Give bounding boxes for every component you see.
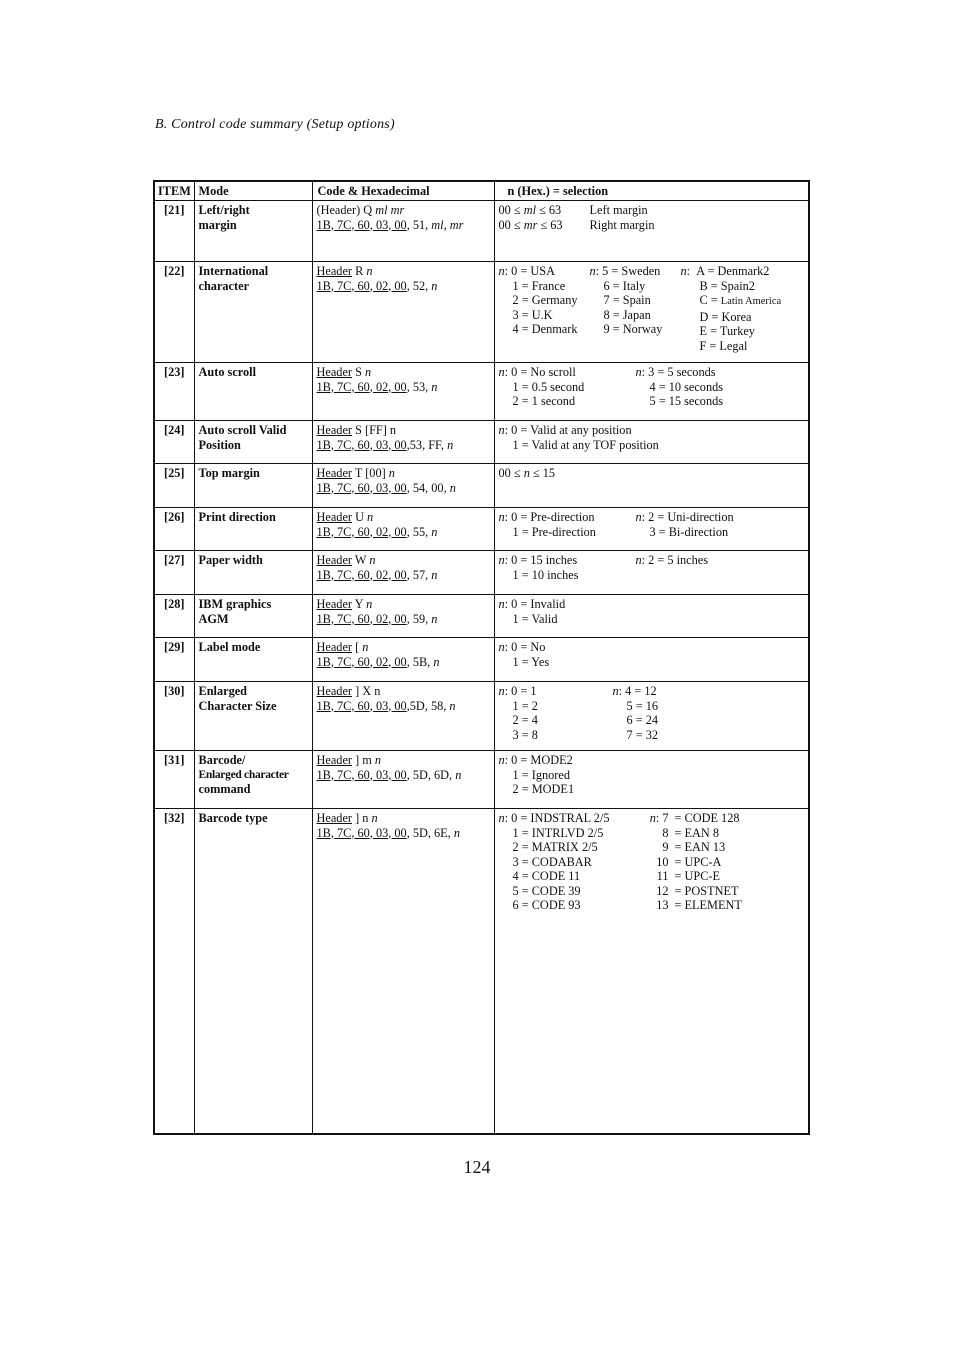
mode-name	[194, 464, 312, 508]
table-row	[154, 595, 809, 638]
mode-line: Auto scroll Valid	[198, 423, 287, 437]
n-label: n	[498, 264, 505, 278]
hex-sequence: 1B, 7C, 60, 03, 00,	[316, 698, 410, 713]
selection-text: 10	[656, 854, 669, 869]
code-text: ] X n	[352, 684, 381, 698]
mode-name	[194, 201, 312, 262]
selection-text: 7	[662, 811, 669, 825]
mode-name	[194, 638, 312, 682]
n-colon: :	[686, 264, 694, 278]
mode-line: Enlarged character	[198, 768, 289, 781]
n-colon: :	[641, 365, 649, 379]
mode-line: Paper width	[198, 553, 263, 567]
page-number: 124	[463, 1157, 491, 1177]
selection-text: 2 = 5 inches	[648, 553, 709, 567]
table-row	[154, 508, 809, 551]
n-label: n	[498, 753, 505, 767]
item-number: [32]	[154, 809, 194, 1135]
selection-text: = EAN 8	[674, 825, 720, 840]
table-row	[154, 809, 809, 1135]
selection-text: 4 = Denmark	[512, 322, 578, 336]
column-header-selection: n (Hex.) = selection	[494, 181, 809, 201]
selection-text: B = Spain2	[699, 278, 755, 293]
selection-text: 5 = 16	[626, 698, 659, 713]
n-colon: :	[641, 510, 649, 524]
selection-text: = UPC-E	[674, 869, 721, 883]
n-colon: :	[504, 684, 512, 698]
hex-sequence: 1B, 7C, 60, 03, 00	[316, 767, 407, 782]
code-text: n	[369, 553, 376, 567]
table-header-row	[154, 181, 809, 201]
selection-text: ≤ 63	[536, 203, 562, 217]
selection-text: 2 = MATRIX 2/5	[512, 840, 598, 854]
code-text: , 52,	[406, 278, 432, 293]
selection-text: 0 = 1	[511, 684, 537, 698]
header-label: Header	[316, 753, 352, 767]
selection-text: 1 = INTRLVD 2/5	[512, 825, 604, 840]
selection-text: 1 = Valid	[512, 611, 558, 626]
table-row	[154, 421, 809, 464]
code-text: n	[449, 698, 456, 713]
code-text: ] m	[352, 753, 375, 767]
code-text: n	[449, 480, 456, 495]
code-text: ml	[431, 217, 444, 232]
n-colon: :	[504, 510, 512, 524]
selection-text: 0 = No scroll	[511, 365, 576, 379]
selection-text: 8	[662, 825, 669, 840]
hex-sequence: 1B, 7C, 60, 02, 00	[316, 278, 407, 293]
header-label: Header	[316, 597, 352, 611]
selection-text: 3 = CODABAR	[512, 854, 592, 869]
selection-text: 2 = 4	[512, 713, 538, 727]
item-number: [22]	[154, 262, 194, 363]
selection-text: 00 ≤	[498, 217, 524, 232]
selection-text: n	[523, 466, 530, 480]
code-text: ml mr	[375, 203, 405, 217]
selection-text: A = Denmark2	[696, 264, 770, 278]
header-label: Header	[316, 365, 352, 379]
selection-text: 5 = 15 seconds	[649, 394, 724, 408]
code-hex	[312, 809, 494, 1135]
code-text: Y	[352, 597, 367, 611]
code-text: , 55,	[406, 524, 432, 539]
n-colon: :	[504, 597, 512, 611]
n-colon: :	[504, 553, 512, 567]
code-text: n	[431, 379, 438, 394]
mode-line: Left/right	[198, 203, 250, 217]
selection-text: 3 = 5 seconds	[648, 365, 716, 379]
mode-name	[194, 363, 312, 421]
code-text: n	[362, 640, 369, 654]
selection-text: F = Legal	[699, 338, 748, 353]
selection-text: 1 = 2	[512, 698, 538, 713]
table-row	[154, 551, 809, 595]
selection-text: 5 = CODE 39	[512, 883, 581, 898]
code-text: n	[431, 567, 438, 582]
n-colon: :	[504, 753, 512, 767]
mode-name	[194, 809, 312, 1135]
header-label: Header	[316, 510, 352, 524]
code-hex	[312, 682, 494, 751]
hex-sequence: 1B, 7C, 60, 03, 00	[316, 825, 407, 840]
code-text: U	[352, 510, 368, 524]
selection-text: 7 = Spain	[603, 293, 651, 307]
mode-name	[194, 421, 312, 464]
code-hex	[312, 464, 494, 508]
selection	[494, 551, 809, 595]
n-label: n	[635, 553, 642, 567]
selection-text: 0 = Invalid	[511, 597, 566, 611]
code-hex	[312, 551, 494, 595]
mode-line: Barcode/	[198, 753, 246, 767]
selection-text: 00 ≤	[498, 466, 524, 480]
n-label: n	[498, 684, 505, 698]
hex-sequence: 1B, 7C, 60, 02, 00	[316, 654, 407, 669]
code-text: n	[447, 437, 454, 452]
mode-line: AGM	[198, 611, 229, 626]
hex-sequence: 1B, 7C, 60, 02, 00	[316, 611, 407, 626]
selection-text: 1 = France	[512, 278, 566, 293]
n-label: n	[498, 553, 505, 567]
code-text: n	[455, 767, 462, 782]
selection-text: 9 = Norway	[603, 322, 663, 336]
code-hex	[312, 595, 494, 638]
code-text: , 5D, 6D,	[406, 767, 456, 782]
mode-line: margin	[198, 217, 237, 232]
code-text: , 5D, 6E,	[406, 825, 454, 840]
header-label: Header	[316, 640, 352, 654]
n-label: n	[589, 264, 596, 278]
selection-text: 3 = Bi-direction	[649, 524, 729, 539]
code-text: 5D, 58,	[409, 698, 450, 713]
hex-sequence: 1B, 7C, 60, 03, 00,	[316, 437, 410, 452]
selection-text: 2 = 1 second	[512, 394, 576, 408]
selection-text: ml	[523, 203, 537, 217]
selection	[494, 464, 809, 508]
header-label: Header	[316, 684, 352, 698]
selection-text: 3 = U.K	[512, 307, 553, 322]
code-text: , 5B,	[406, 654, 434, 669]
header-label: Header	[316, 264, 352, 278]
selection-text: 11	[656, 869, 669, 883]
mode-name	[194, 508, 312, 551]
mode-name	[194, 551, 312, 595]
selection-text: 1 = Yes	[512, 654, 550, 669]
selection-text: 0 = MODE2	[511, 753, 573, 767]
code-text: n	[388, 466, 395, 480]
n-label: n	[498, 597, 505, 611]
selection-text: 0 = INDSTRAL 2/5	[511, 811, 610, 825]
table-row	[154, 682, 809, 751]
n-colon: :	[504, 640, 512, 654]
selection-text: 1 = 10 inches	[512, 567, 579, 582]
selection-text: = UPC-A	[674, 854, 722, 869]
selection-text: ≤ 15	[529, 466, 556, 480]
code-text: mr	[449, 217, 464, 232]
item-number: [27]	[154, 551, 194, 595]
selection-text: = EAN 13	[674, 840, 726, 854]
code-text: S	[352, 365, 365, 379]
selection-text: 00 ≤	[498, 203, 524, 217]
hex-sequence: 1B, 7C, 60, 02, 00	[316, 567, 407, 582]
selection-text: C =	[699, 293, 721, 307]
code-hex	[312, 638, 494, 682]
selection-text: 6 = 24	[626, 713, 659, 727]
code-hex	[312, 508, 494, 551]
item-number: [30]	[154, 682, 194, 751]
code-text: n	[431, 278, 438, 293]
n-label: n	[612, 684, 619, 698]
n-colon: :	[641, 553, 649, 567]
n-label: n	[635, 365, 642, 379]
selection-text: 8 = Japan	[603, 307, 651, 322]
selection-text: 2 = MODE1	[512, 782, 575, 796]
selection	[494, 682, 809, 751]
table-row	[154, 751, 809, 809]
mode-line: Print direction	[198, 510, 276, 524]
mode-name	[194, 262, 312, 363]
code-text: n	[366, 597, 373, 611]
selection-text: 6 = Italy	[603, 278, 646, 293]
hex-sequence: 1B, 7C, 60, 03, 00	[316, 217, 407, 232]
selection-text: 4 = CODE 11	[512, 869, 581, 883]
table-row	[154, 638, 809, 682]
item-number: [23]	[154, 363, 194, 421]
code-text: S [FF] n	[352, 423, 397, 437]
selection-text: = ELEMENT	[674, 898, 742, 912]
n-label: n	[498, 640, 505, 654]
selection-text: 9	[662, 840, 669, 854]
item-number: [26]	[154, 508, 194, 551]
column-header-code: Code & Hexadecimal	[312, 181, 494, 201]
code-hex	[312, 201, 494, 262]
n-label: n	[680, 264, 687, 278]
code-text: , 51,	[406, 217, 432, 232]
code-text: W	[352, 553, 370, 567]
selection	[494, 595, 809, 638]
mode-name	[194, 682, 312, 751]
table-row	[154, 262, 809, 363]
item-number: [25]	[154, 464, 194, 508]
selection-text: 0 = Pre-direction	[511, 510, 595, 524]
header-label: Header	[316, 466, 352, 480]
selection-text: 7 = 32	[626, 727, 659, 742]
selection	[494, 751, 809, 809]
selection-text: 13	[656, 898, 669, 912]
code-text: 53, FF,	[409, 437, 448, 452]
item-number: [24]	[154, 421, 194, 464]
code-text: , 54, 00,	[406, 480, 450, 495]
code-text: R	[352, 264, 367, 278]
hex-sequence: 1B, 7C, 60, 02, 00	[316, 524, 407, 539]
column-header-mode: Mode	[194, 181, 312, 201]
selection-text: 4 = 12	[625, 684, 657, 698]
n-label: n	[498, 423, 505, 437]
hex-sequence: 1B, 7C, 60, 02, 00	[316, 379, 407, 394]
mode-line: character	[198, 278, 250, 293]
selection-text: Right margin	[589, 217, 655, 232]
selection	[494, 363, 809, 421]
n-colon: :	[504, 365, 512, 379]
header-label: Header	[316, 553, 352, 567]
n-colon: :	[504, 423, 512, 437]
code-text: n	[367, 510, 374, 524]
code-text: n	[371, 811, 378, 825]
item-number: [21]	[154, 201, 194, 262]
selection-text: 2 = Germany	[512, 293, 578, 307]
selection-text: 1 = 0.5 second	[512, 379, 585, 394]
code-hex	[312, 363, 494, 421]
mode-line: Character Size	[198, 698, 277, 713]
item-number: [29]	[154, 638, 194, 682]
header-label: Header	[316, 423, 352, 437]
n-colon: :	[618, 684, 626, 698]
code-hex	[312, 421, 494, 464]
control-code-table	[153, 180, 810, 1135]
column-header-item: ITEM	[154, 181, 194, 201]
selection	[494, 201, 809, 262]
selection-text: 5 = Sweden	[602, 264, 661, 278]
code-text: n	[453, 825, 460, 840]
mode-line: Barcode type	[198, 811, 268, 825]
n-colon: :	[504, 264, 512, 278]
item-number: [28]	[154, 595, 194, 638]
code-text: T [00]	[352, 466, 389, 480]
mode-line: International	[198, 264, 269, 278]
n-label: n	[498, 365, 505, 379]
n-colon: :	[595, 264, 603, 278]
table-row	[154, 363, 809, 421]
hex-sequence: 1B, 7C, 60, 03, 00	[316, 480, 407, 495]
header-label: Header	[316, 811, 352, 825]
selection	[494, 262, 809, 363]
selection-text: 0 = Valid at any position	[511, 423, 632, 437]
selection-text: 3 = 8	[512, 727, 538, 742]
n-label: n	[498, 510, 505, 524]
selection	[494, 638, 809, 682]
selection-text: mr	[523, 217, 538, 232]
code-text: , 53,	[406, 379, 432, 394]
section-heading: B. Control code summary (Setup options)	[155, 117, 395, 132]
selection-text: 6 = CODE 93	[512, 898, 581, 912]
table-row	[154, 201, 809, 262]
selection-text: 1 = Ignored	[512, 767, 570, 782]
mode-line: Top margin	[198, 466, 260, 480]
selection-text: D = Korea	[699, 309, 752, 324]
code-hex	[312, 262, 494, 363]
code-text: n	[431, 611, 438, 626]
mode-line: Auto scroll	[198, 365, 256, 379]
selection-text: = POSTNET	[674, 883, 739, 898]
code-text: n	[431, 524, 438, 539]
mode-line: IBM graphics	[198, 597, 272, 611]
code-text: n	[365, 365, 372, 379]
selection-text: Latin America	[720, 296, 782, 307]
code-hex	[312, 751, 494, 809]
selection-text: ≤ 63	[537, 217, 563, 232]
mode-name	[194, 751, 312, 809]
selection-text: E = Turkey	[699, 324, 755, 338]
code-text: ,	[443, 217, 450, 232]
selection	[494, 508, 809, 551]
mode-line: Position	[198, 437, 241, 452]
code-text: [	[352, 640, 363, 654]
item-number: [31]	[154, 751, 194, 809]
code-text: , 59,	[406, 611, 432, 626]
table-row	[154, 464, 809, 508]
selection-text: 0 = USA	[511, 264, 555, 278]
n-colon: :	[504, 811, 512, 825]
selection-text: 0 = 15 inches	[511, 553, 578, 567]
n-label: n	[498, 811, 505, 825]
selection-text: 2 = Uni-direction	[648, 510, 734, 524]
selection-text: 4 = 10 seconds	[649, 379, 724, 394]
selection-text: Left margin	[589, 203, 648, 217]
selection-text: 1 = Valid at any TOF position	[512, 437, 659, 452]
selection-text: = CODE 128	[674, 811, 740, 825]
selection	[494, 421, 809, 464]
code-text: n	[433, 654, 440, 669]
mode-line: Enlarged	[198, 684, 248, 698]
code-text: , 57,	[406, 567, 432, 582]
code-text: n	[366, 264, 373, 278]
n-colon: :	[655, 811, 663, 825]
selection-text: 12	[656, 883, 669, 898]
code-text: ] n	[352, 811, 372, 825]
selection-text: 1 = Pre-direction	[512, 524, 596, 539]
code-text: (Header) Q	[316, 203, 376, 217]
mode-name	[194, 595, 312, 638]
selection	[494, 809, 809, 1135]
code-text: n	[374, 753, 382, 767]
n-label: n	[649, 811, 656, 825]
mode-line: command	[198, 782, 251, 796]
mode-line: Label mode	[198, 640, 261, 654]
selection-text: 0 = No	[511, 640, 546, 654]
n-label: n	[635, 510, 642, 524]
